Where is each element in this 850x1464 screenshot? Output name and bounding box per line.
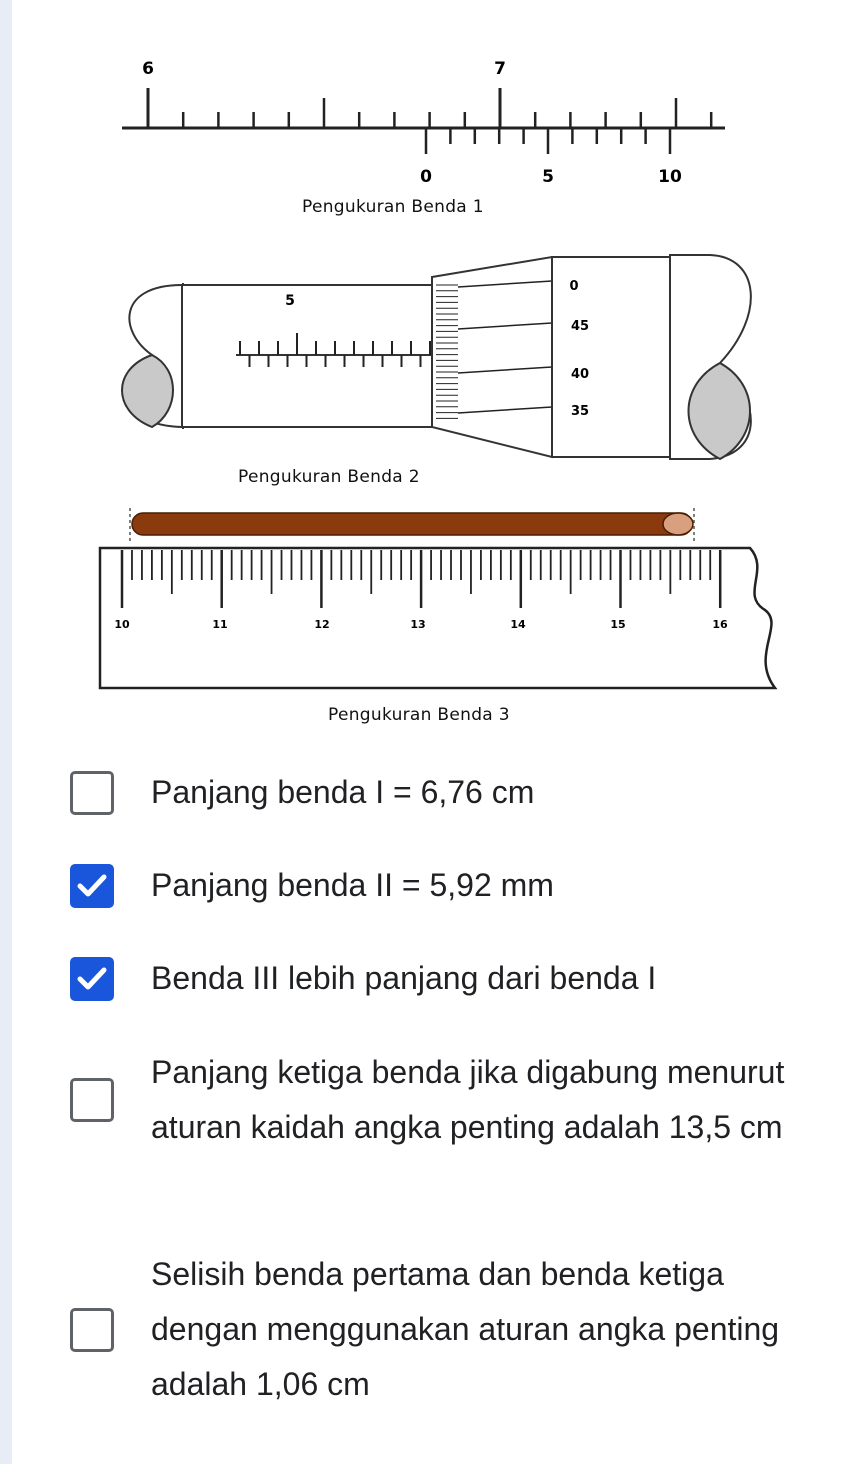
figure-caption: Pengukuran Benda 3 <box>328 705 510 725</box>
sleeve-scale-label: 5 <box>285 293 295 309</box>
measurement-figures <box>60 0 820 740</box>
main-scale-ticks <box>148 88 711 128</box>
thimble-scale-label: 40 <box>570 367 590 382</box>
thimble-scale-label: 0 <box>569 279 579 294</box>
ruler-label: 12 <box>314 618 330 631</box>
option-3[interactable] <box>70 951 810 1006</box>
option-5[interactable] <box>70 1247 810 1412</box>
thimble-scale-label: 45 <box>570 319 590 334</box>
thimble-scale-label: 35 <box>570 404 590 419</box>
ruler-label: 14 <box>510 618 526 631</box>
vernier-scale-label: 0 <box>420 167 432 187</box>
vernier-caliper-figure <box>60 0 820 200</box>
left-frame-shade <box>122 355 173 427</box>
option-label: Panjang benda II = 5,92 mm <box>151 867 554 903</box>
micrometer-thimble <box>432 257 552 457</box>
ruler-label: 11 <box>212 618 228 631</box>
figure-caption: Pengukuran Benda 1 <box>302 197 484 217</box>
check-icon <box>77 872 107 900</box>
main-scale-label: 6 <box>142 59 154 79</box>
option-2[interactable] <box>70 858 810 913</box>
rod-end-cap <box>663 513 693 535</box>
ruler-label: 16 <box>712 618 728 631</box>
checkbox[interactable] <box>70 771 114 815</box>
option-label: Selisih benda pertama dan benda ketiga dengan menggunakan aturan angka penting adalah 1,06 cm <box>151 1256 780 1402</box>
measured-rod <box>132 513 692 535</box>
option-4[interactable] <box>70 1045 810 1155</box>
main-scale-label: 7 <box>494 59 506 79</box>
vernier-scale-label: 5 <box>542 167 554 187</box>
ruler-label: 13 <box>410 618 426 631</box>
checkbox[interactable] <box>70 1078 114 1122</box>
checkbox[interactable] <box>70 864 114 908</box>
option-label: Benda III lebih panjang dari benda I <box>151 960 657 996</box>
checkbox[interactable] <box>70 957 114 1001</box>
ruler-figure <box>60 500 820 700</box>
vernier-scale-label: 10 <box>658 167 682 187</box>
option-1[interactable] <box>70 765 810 820</box>
checkbox[interactable] <box>70 1308 114 1352</box>
ruler-label: 10 <box>114 618 130 631</box>
vernier-scale-ticks <box>426 128 670 154</box>
figure-caption: Pengukuran Benda 2 <box>238 467 420 487</box>
ruler-label: 15 <box>610 618 626 631</box>
micrometer-figure <box>60 245 820 475</box>
option-label: Panjang ketiga benda jika digabung menurut aturan kaidah angka penting adalah 13,5 cm <box>151 1054 785 1145</box>
option-label: Panjang benda I = 6,76 cm <box>151 774 535 810</box>
check-icon <box>77 965 107 993</box>
left-sidebar-strip <box>0 0 12 1464</box>
